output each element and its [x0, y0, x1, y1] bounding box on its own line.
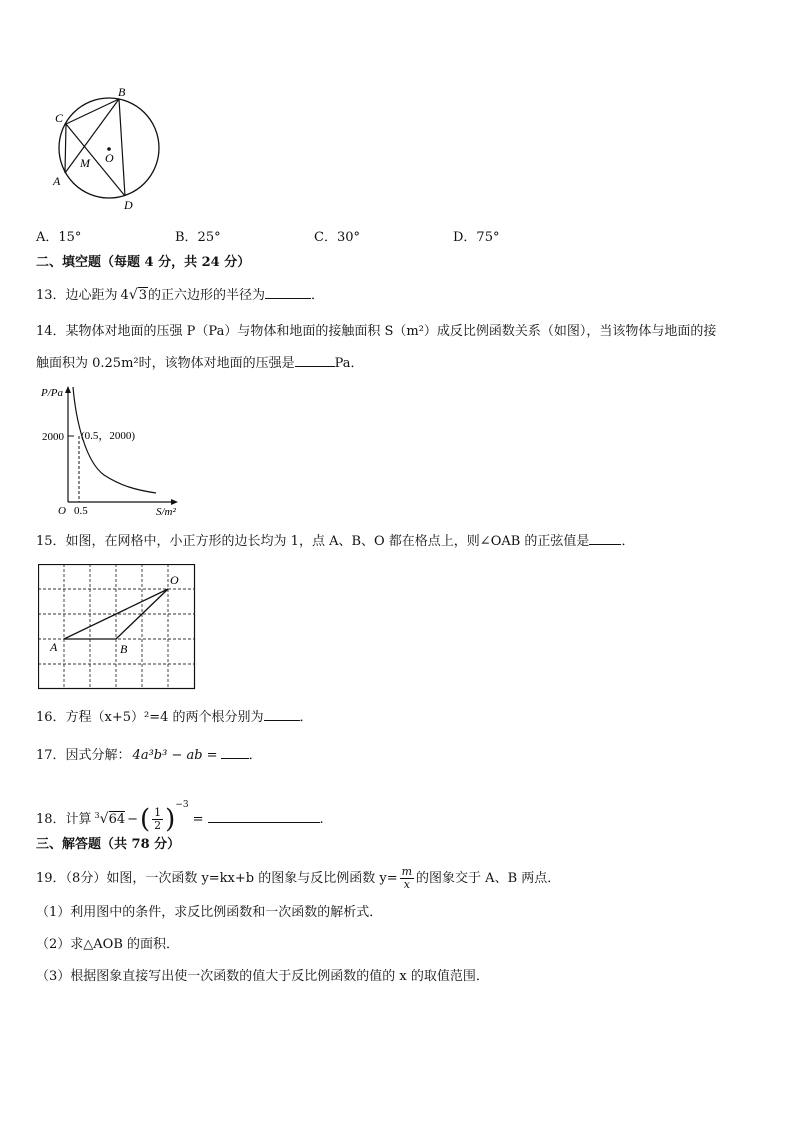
- q19-frac-num: m: [401, 865, 413, 878]
- q13-end: ．: [311, 288, 325, 303]
- q15-text: 15．如图，在网格中，小正方形的边长均为 1，点 A、B、O 都在格点上，则∠OAB 的正弦值是: [36, 534, 590, 549]
- q16-end: ．: [299, 710, 313, 725]
- q18-sqrt-sign: √: [99, 811, 109, 827]
- grid-label-b: B: [120, 642, 128, 656]
- q13-answer-blank[interactable]: [265, 285, 311, 299]
- label-c: C: [55, 111, 64, 125]
- y-axis-arrow: [65, 386, 71, 393]
- x-tick-label: 0.5: [74, 505, 88, 517]
- label-b: B: [118, 85, 126, 99]
- label-a: A: [53, 174, 61, 188]
- pressure-area-graph: [36, 382, 186, 522]
- q14-line2-prefix: 触面积为 0.25m²时，该物体对地面的压强是: [36, 356, 295, 371]
- option-c: C．30°: [314, 230, 360, 245]
- chord-bd: [119, 99, 125, 196]
- question-19: [36, 864, 560, 894]
- q18-minus: −: [127, 812, 139, 827]
- q18-end: .: [319, 812, 324, 827]
- q13-prefix: 13．边心距为: [36, 288, 118, 303]
- grid-label-o: O: [170, 573, 179, 587]
- q17-answer-blank[interactable]: [221, 745, 249, 759]
- option-d: D．75°: [453, 230, 500, 245]
- x-axis-label: S/m²: [156, 506, 176, 518]
- label-d: D: [124, 198, 133, 212]
- q18-exponent: −3: [175, 800, 189, 810]
- q18-paren-close: ): [165, 804, 176, 835]
- q18-fraction: [152, 807, 163, 832]
- question-13: [36, 285, 324, 305]
- q13-sqrt-sign: √: [128, 287, 138, 303]
- q16-answer-blank[interactable]: [264, 707, 300, 721]
- question-19-part3: （3）根据图象直接写出使一次函数的值大于反比例函数的值的 x 的取值范围．: [36, 969, 489, 984]
- q18-frac-den: 2: [154, 819, 162, 832]
- q18-equals: =: [192, 812, 204, 827]
- q13-coef: 4: [120, 288, 129, 303]
- section-heading-solutions: 三、解答题（共 78 分）: [36, 837, 181, 852]
- question-14-line1: 14．某物体对地面的压强 P（Pa）与物体和地面的接触面积 S（m²）成反比例函数关系（如图），当该物体与地面的接: [36, 324, 717, 339]
- option-a: A．15°: [36, 230, 82, 245]
- question-14-line2: [36, 353, 364, 373]
- q14-answer-blank[interactable]: [295, 353, 335, 367]
- point-label: (0.5，2000): [81, 430, 136, 442]
- section-heading-fill-in: 二、填空题（每题 4 分，共 24 分）: [36, 255, 251, 270]
- question-16: [36, 707, 313, 727]
- chord-ca: [65, 124, 66, 173]
- origin-label: O: [58, 505, 66, 517]
- q15-end: ．: [621, 534, 635, 549]
- q18-paren-open: (: [140, 804, 151, 835]
- q19-fraction: [400, 866, 414, 891]
- q17-end: ．: [248, 748, 262, 763]
- y-tick-label: 2000: [42, 431, 64, 443]
- label-o: O: [105, 151, 114, 165]
- label-m: M: [80, 156, 90, 170]
- question-18: [36, 790, 324, 835]
- q14-line2-suffix: Pa．: [334, 356, 364, 371]
- q18-root-index: 3: [94, 810, 100, 820]
- question-19-part2: （2）求△AOB 的面积．: [36, 937, 180, 952]
- grid-figure: [38, 564, 198, 692]
- q18-frac-num: 1: [154, 806, 162, 819]
- option-b: B．25°: [175, 230, 221, 245]
- q19-suffix: 的图象交于 A、B 两点．: [416, 871, 561, 886]
- q16-text: 16．方程（x+5）²=4 的两个根分别为: [36, 710, 264, 725]
- q19-frac-den: x: [403, 878, 410, 891]
- grid-label-a: A: [50, 640, 58, 654]
- circle-figure: [44, 84, 168, 214]
- q13-radicand: 3: [138, 288, 148, 303]
- q18-radicand: 64: [108, 812, 126, 827]
- q18-answer-blank[interactable]: [208, 809, 320, 823]
- q18-prefix: 18．计算: [36, 812, 92, 827]
- q13-suffix: 的正六边形的半径为: [148, 288, 266, 303]
- question-15: [36, 531, 634, 551]
- q17-prefix: 17．因式分解：: [36, 748, 131, 763]
- q15-answer-blank[interactable]: [589, 531, 621, 545]
- question-17: [36, 745, 262, 765]
- q17-expression: 4a³b³ − ab =: [132, 748, 218, 763]
- y-axis-label: P/Pa: [41, 387, 63, 399]
- question-19-part1: （1）利用图中的条件，求反比例函数和一次函数的解析式．: [36, 905, 383, 920]
- q19-prefix: 19．（8分）如图，一次函数 y=kx+b 的图象与反比例函数 y=: [36, 871, 398, 886]
- x-axis-arrow: [171, 499, 178, 505]
